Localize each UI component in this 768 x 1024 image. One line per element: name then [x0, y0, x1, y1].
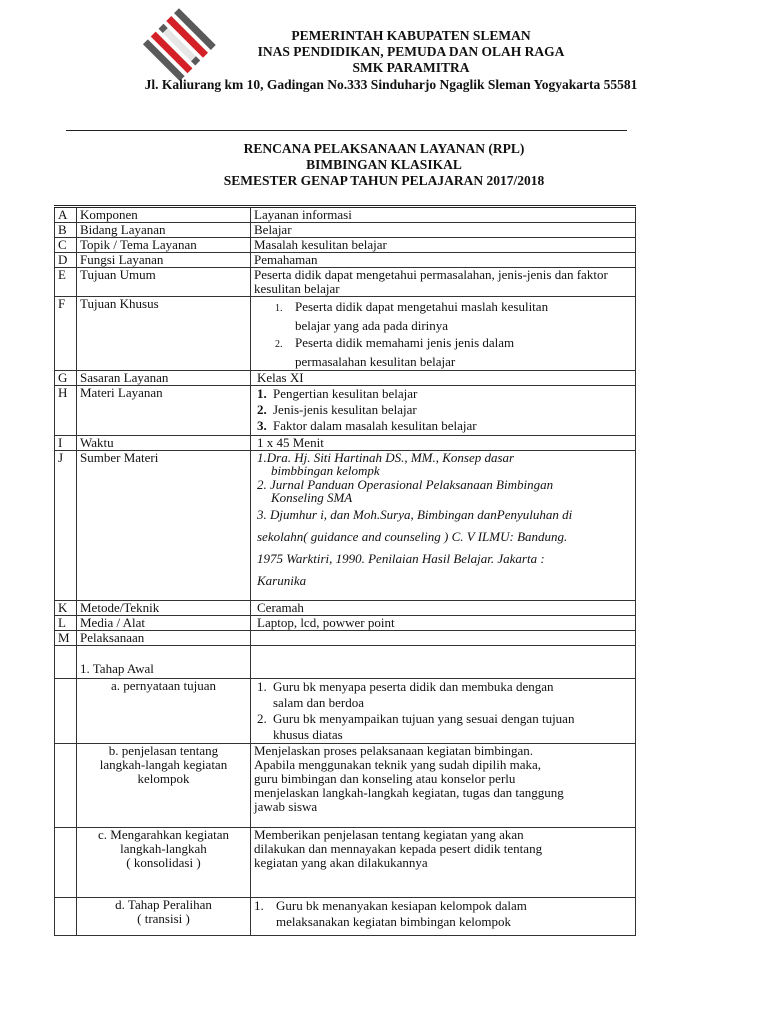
table-row [55, 436, 636, 451]
table-row [55, 371, 636, 386]
row-value: Belajar [251, 223, 636, 238]
row-code: I [55, 436, 77, 451]
row-value: Ceramah [251, 601, 636, 616]
source-item-cont: sekolahn( guidance and counseling ) C. V ILMU: Bandung. [257, 529, 568, 544]
row-value: Pemahaman [251, 253, 636, 268]
row-label: Tujuan Khusus [77, 297, 251, 371]
row-value [251, 631, 636, 646]
row-label: Komponen [77, 207, 251, 223]
list-item: 2. Jenis-jenis kesulitan belajar [257, 402, 417, 417]
row-code: G [55, 371, 77, 386]
row-code: A [55, 207, 77, 223]
source-item-cont: Karunika [257, 573, 307, 588]
table-row [55, 268, 636, 297]
row-value [251, 679, 636, 744]
step-label: a. pernyataan tujuan [77, 679, 251, 744]
table-row [55, 207, 636, 223]
list-item: 2. Guru bk menyampaikan tujuan yang sesuai dengan tujuan [257, 711, 575, 726]
row-value [251, 451, 636, 601]
table-row [55, 679, 636, 744]
empty-cell [55, 828, 77, 898]
row-value [251, 386, 636, 436]
empty-cell [55, 646, 77, 679]
table-row [55, 646, 636, 679]
list-item: 3. Faktor dalam masalah kesulitan belajar [257, 418, 477, 433]
row-value: Peserta didik dapat mengetahui permasalahan, jenis-jenis dan faktor kesulitan belajar [251, 268, 636, 297]
table-row [55, 631, 636, 646]
row-code: L [55, 616, 77, 631]
step-label: d. Tahap Peralihan ( transisi ) [77, 898, 251, 936]
table-row [55, 744, 636, 828]
row-value: Menjelaskan proses pelaksanaan kegiatan bimbingan. Apabila menggunakan teknik yang sudah dipilih maka, guru bimbingan dan konseling atau konselor perlu menjelaskan langkah-langkah kegiatan, tugas dan tanggung jawab siswa [251, 744, 636, 828]
row-value: Kelas XI [251, 371, 636, 386]
source-item-cont: Konseling SMA [271, 490, 353, 505]
header-address: Jl. Kaliurang km 10, Gadingan No.333 Sinduharjo Ngaglik Sleman Yogyakarta 55581 [144, 77, 638, 92]
row-label: Sasaran Layanan [77, 371, 251, 386]
source-item: 2. Jurnal Panduan Operasional Pelaksanaan Bimbingan [257, 477, 554, 492]
list-item: 2. Peserta didik memahami jenis jenis dalam [275, 335, 515, 350]
row-label: Materi Layanan [77, 386, 251, 436]
doc-subtitle: BIMBINGAN KLASIKAL [306, 157, 462, 172]
row-value: Laptop, lcd, powwer point [251, 616, 636, 631]
row-code: H [55, 386, 77, 436]
row-value: 1 x 45 Menit [251, 436, 636, 451]
step-label: c. Mengarahkan kegiatan langkah-langkah ( konsolidasi ) [77, 828, 251, 898]
header-divider [66, 130, 627, 131]
step-label: b. penjelasan tentang langkah-langah kegiatan kelompok [77, 744, 251, 828]
source-item-cont: bimbbingan kelompk [271, 463, 380, 478]
empty-cell [251, 646, 636, 679]
row-label: Media / Alat [77, 616, 251, 631]
list-item-cont: salam dan berdoa [273, 695, 364, 710]
source-item-cont: 1975 Warktiri, 1990. Penilaian Hasil Belajar. Jakarta : [257, 551, 545, 566]
table-row [55, 238, 636, 253]
row-value [251, 297, 636, 371]
doc-semester: SEMESTER GENAP TAHUN PELAJARAN 2017/2018 [223, 173, 545, 188]
table-row [55, 451, 636, 601]
row-label: Bidang Layanan [77, 223, 251, 238]
row-label: Waktu [77, 436, 251, 451]
row-label: Topik / Tema Layanan [77, 238, 251, 253]
table-row [55, 616, 636, 631]
list-item: 1. Guru bk menanyakan kesiapan kelompok dalam [254, 898, 527, 913]
rpl-table [54, 205, 636, 936]
table-row [55, 253, 636, 268]
table-row [55, 223, 636, 238]
row-label: Metode/Teknik [77, 601, 251, 616]
table-row [55, 386, 636, 436]
header-government: PEMERINTAH KABUPATEN SLEMAN [291, 28, 531, 43]
doc-title: RENCANA PELAKSANAAN LAYANAN (RPL) [243, 141, 525, 156]
row-value: Memberikan penjelasan tentang kegiatan yang akan dilakukan dan mennayakan kepada pesert didik tentang kegiatan yang akan dilakukannya [251, 828, 636, 898]
row-code: C [55, 238, 77, 253]
source-item: 1.Dra. Hj. Siti Hartinah DS., MM., Konsep dasar [257, 450, 515, 465]
list-item-cont: melaksanakan kegiatan bimbingan kelompok [276, 914, 512, 929]
empty-cell [55, 679, 77, 744]
table-row [55, 828, 636, 898]
row-code: E [55, 268, 77, 297]
row-value [251, 898, 636, 936]
stage-label: 1. Tahap Awal [77, 646, 251, 679]
source-item: 3. Djumhur i, dan Moh.Surya, Bimbingan danPenyuluhan di [257, 507, 573, 522]
list-item: 1. Peserta didik dapat mengetahui maslah kesulitan [275, 299, 549, 314]
empty-cell [55, 744, 77, 828]
list-item: 1. Pengertian kesulitan belajar [257, 386, 418, 401]
list-item-cont: khusus diatas [273, 727, 343, 742]
table-row [55, 898, 636, 936]
row-code: M [55, 631, 77, 646]
header-school: SMK PARAMITRA [352, 60, 470, 75]
list-item: 1. Guru bk menyapa peserta didik dan membuka dengan [257, 679, 554, 694]
list-item-cont: belajar yang ada pada dirinya [295, 318, 449, 333]
row-label: Fungsi Layanan [77, 253, 251, 268]
table-row [55, 297, 636, 371]
row-code: B [55, 223, 77, 238]
row-label: Pelaksanaan [77, 631, 251, 646]
header-department: INAS PENDIDIKAN, PEMUDA DAN OLAH RAGA [257, 44, 565, 59]
list-item-cont: permasalahan kesulitan belajar [295, 354, 456, 369]
row-value: Layanan informasi [251, 207, 636, 223]
empty-cell [55, 898, 77, 936]
table-row [55, 601, 636, 616]
row-label: Sumber Materi [77, 451, 251, 601]
row-code: D [55, 253, 77, 268]
row-value: Masalah kesulitan belajar [251, 238, 636, 253]
row-code: J [55, 451, 77, 601]
row-code: K [55, 601, 77, 616]
row-code: F [55, 297, 77, 371]
row-label: Tujuan Umum [77, 268, 251, 297]
